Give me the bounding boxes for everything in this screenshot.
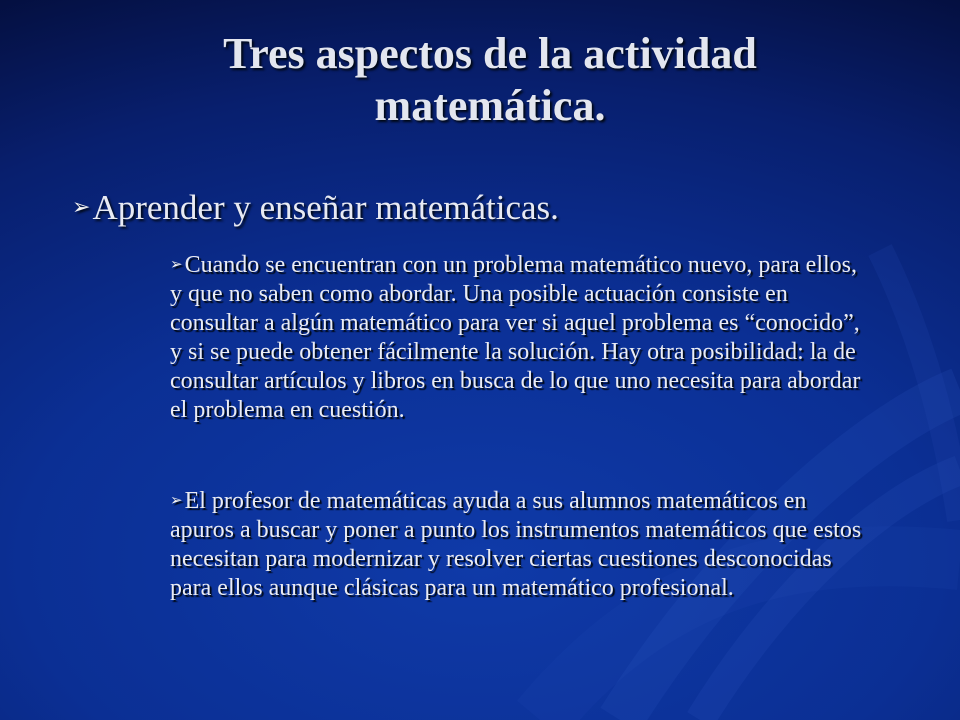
sub-bullet-text: El profesor de matemáticas ayuda a sus alumnos matemáticos en apuros a buscar y poner a punto los instrumentos matemáticos que estos necesitan para modernizar y resolver ciertas cuestiones desconocidas para ellos aunque clásicas para un matemático profesional. — [170, 488, 862, 601]
slide-title: Tres aspectos de la actividad matemática. — [223, 29, 757, 130]
sub-bullet-text: Cuando se encuentran con un problema matemático nuevo, para ellos, y que no saben como abordar. Una posible actuación consiste en consultar a algún matemático para ver si aquel problema es “conocido”, y si se puede obtener fácilmente la solución. Hay otra posibilidad: la de consultar artículos y libros en busca de lo que uno necesita para abordar el problema en cuestión. — [170, 252, 861, 423]
sub-bullet — [170, 251, 870, 425]
main-bullet — [72, 186, 872, 229]
sub-bullet — [170, 487, 870, 603]
arrow-bullet-icon: ➢ — [170, 257, 183, 273]
arrow-bullet-icon: ➢ — [170, 493, 183, 509]
arrow-bullet-icon: ➢ — [72, 194, 91, 219]
main-bullet-text: Aprender y enseñar matemáticas. — [92, 188, 559, 227]
